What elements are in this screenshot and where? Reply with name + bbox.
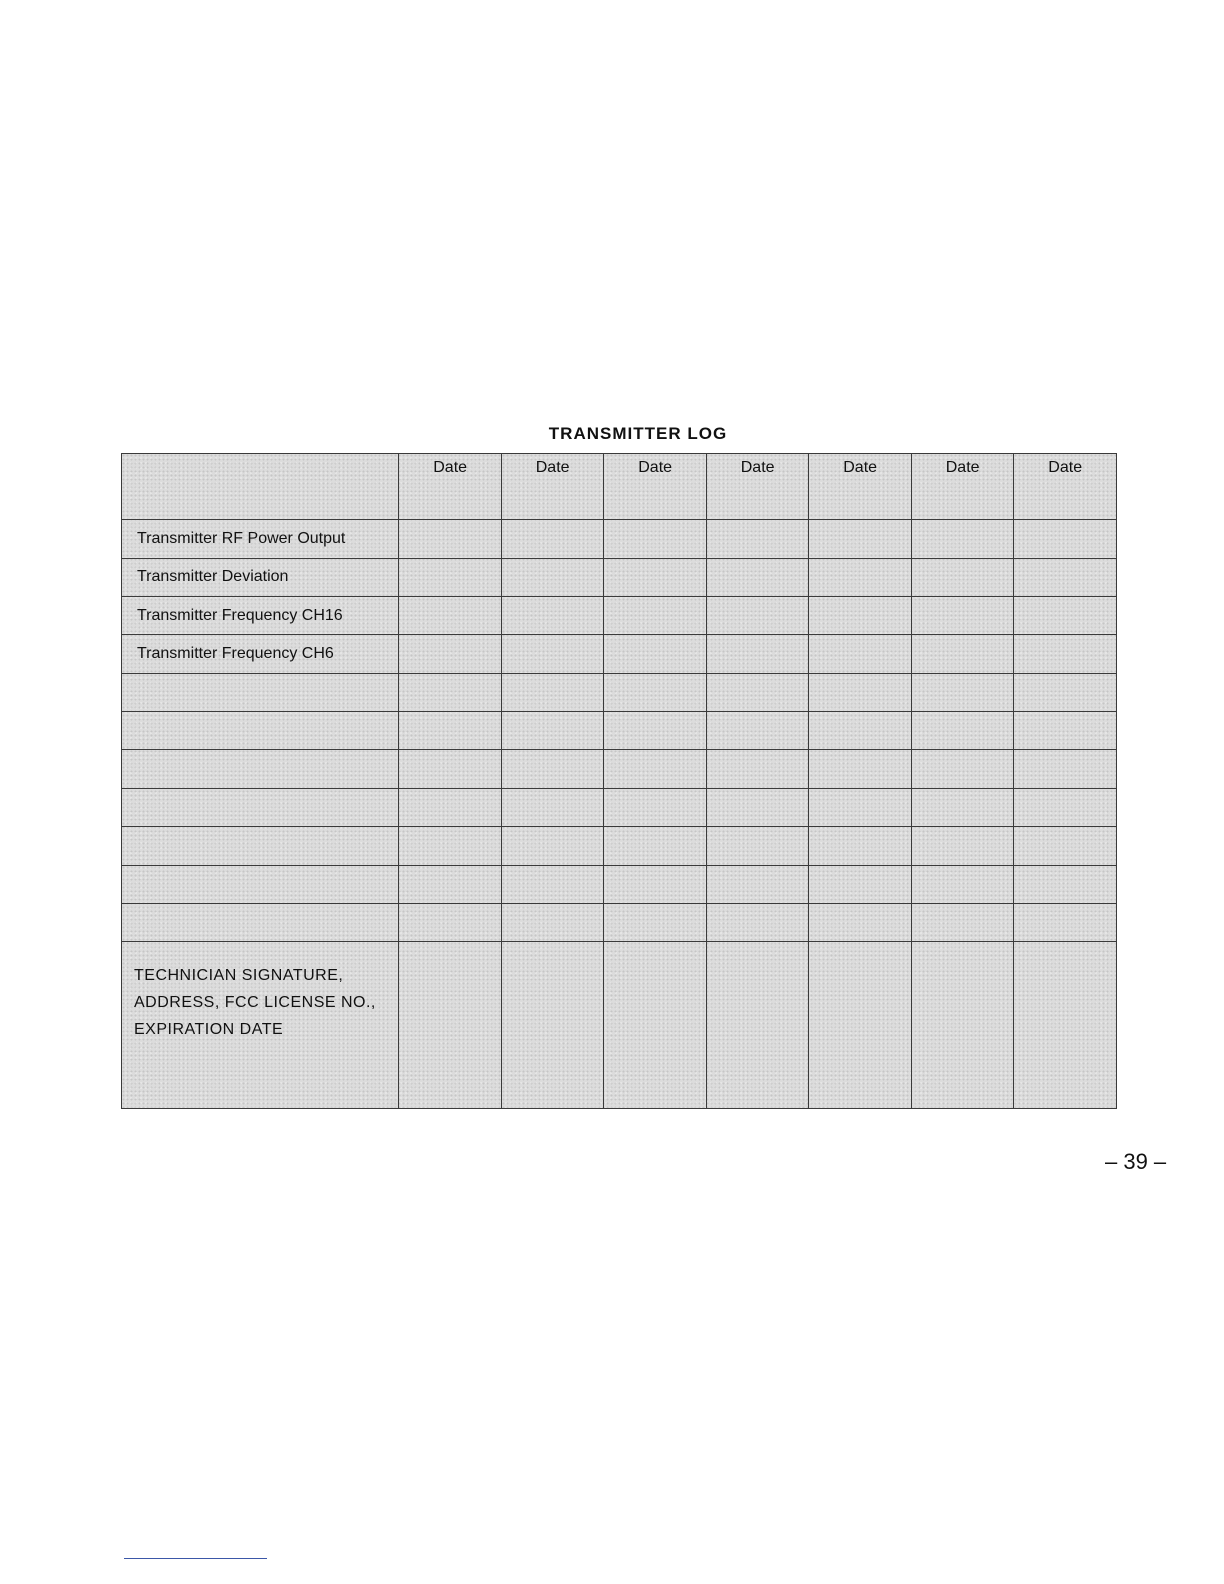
log-row xyxy=(122,673,1117,711)
log-entry-cell[interactable] xyxy=(1014,788,1117,826)
footer-rule xyxy=(124,1558,267,1559)
signature-entry-cell[interactable] xyxy=(399,942,502,1109)
log-entry-cell[interactable] xyxy=(706,712,809,750)
log-entry-cell[interactable] xyxy=(604,865,707,903)
row-label xyxy=(122,673,399,711)
log-entry-cell[interactable] xyxy=(399,904,502,942)
row-label: Transmitter Deviation xyxy=(122,558,399,596)
log-entry-cell[interactable] xyxy=(706,558,809,596)
signature-entry-cell[interactable] xyxy=(1014,942,1117,1109)
log-entry-cell[interactable] xyxy=(911,558,1014,596)
log-row xyxy=(122,788,1117,826)
log-entry-cell[interactable] xyxy=(1014,596,1117,634)
log-entry-cell[interactable] xyxy=(809,865,912,903)
header-row xyxy=(122,454,1117,520)
date-header-4: Date xyxy=(706,454,809,520)
log-entry-cell[interactable] xyxy=(809,904,912,942)
log-entry-cell[interactable] xyxy=(1014,712,1117,750)
log-entry-cell[interactable] xyxy=(501,558,604,596)
row-label xyxy=(122,750,399,788)
log-entry-cell[interactable] xyxy=(501,712,604,750)
log-row xyxy=(122,635,1117,673)
log-entry-cell[interactable] xyxy=(706,673,809,711)
log-entry-cell[interactable] xyxy=(501,673,604,711)
log-entry-cell[interactable] xyxy=(399,750,502,788)
log-entry-cell[interactable] xyxy=(911,635,1014,673)
log-entry-cell[interactable] xyxy=(911,865,1014,903)
signature-label-line: TECHNICIAN SIGNATURE, xyxy=(134,967,344,985)
log-entry-cell[interactable] xyxy=(911,827,1014,865)
row-label xyxy=(122,712,399,750)
header-blank-cell xyxy=(122,454,399,520)
log-entry-cell[interactable] xyxy=(911,750,1014,788)
log-entry-cell[interactable] xyxy=(399,596,502,634)
row-label xyxy=(122,904,399,942)
signature-entry-cell[interactable] xyxy=(501,942,604,1109)
log-entry-cell[interactable] xyxy=(1014,635,1117,673)
date-header-7: Date xyxy=(1014,454,1117,520)
date-header-1: Date xyxy=(399,454,502,520)
date-header-3: Date xyxy=(604,454,707,520)
log-row xyxy=(122,558,1117,596)
log-entry-cell[interactable] xyxy=(501,827,604,865)
log-entry-cell[interactable] xyxy=(706,635,809,673)
row-label: Transmitter Frequency CH16 xyxy=(122,596,399,634)
log-entry-cell[interactable] xyxy=(1014,865,1117,903)
log-entry-cell[interactable] xyxy=(911,712,1014,750)
log-entry-cell[interactable] xyxy=(706,750,809,788)
log-entry-cell[interactable] xyxy=(399,788,502,826)
signature-entry-cell[interactable] xyxy=(706,942,809,1109)
signature-entry-cell[interactable] xyxy=(809,942,912,1109)
log-entry-cell[interactable] xyxy=(706,865,809,903)
log-entry-cell[interactable] xyxy=(399,673,502,711)
log-entry-cell[interactable] xyxy=(501,788,604,826)
log-entry-cell[interactable] xyxy=(706,788,809,826)
log-entry-cell[interactable] xyxy=(809,520,912,558)
log-entry-cell[interactable] xyxy=(604,558,707,596)
signature-label xyxy=(122,942,399,1109)
log-entry-cell[interactable] xyxy=(501,750,604,788)
row-label: Transmitter Frequency CH6 xyxy=(122,635,399,673)
log-entry-cell[interactable] xyxy=(399,520,502,558)
log-entry-cell[interactable] xyxy=(399,558,502,596)
log-row xyxy=(122,750,1117,788)
log-entry-cell[interactable] xyxy=(1014,827,1117,865)
log-entry-cell[interactable] xyxy=(809,558,912,596)
row-label xyxy=(122,827,399,865)
log-entry-cell[interactable] xyxy=(911,904,1014,942)
log-row xyxy=(122,712,1117,750)
log-entry-cell[interactable] xyxy=(1014,904,1117,942)
log-title: TRANSMITTER LOG xyxy=(548,424,728,443)
log-entry-cell[interactable] xyxy=(809,750,912,788)
log-entry-cell[interactable] xyxy=(706,904,809,942)
log-entry-cell[interactable] xyxy=(604,635,707,673)
log-row xyxy=(122,904,1117,942)
log-entry-cell[interactable] xyxy=(501,865,604,903)
log-entry-cell[interactable] xyxy=(501,635,604,673)
log-entry-cell[interactable] xyxy=(604,904,707,942)
log-entry-cell[interactable] xyxy=(706,827,809,865)
log-row xyxy=(122,520,1117,558)
signature-entry-cell[interactable] xyxy=(604,942,707,1109)
log-entry-cell[interactable] xyxy=(1014,673,1117,711)
log-entry-cell[interactable] xyxy=(809,635,912,673)
log-entry-cell[interactable] xyxy=(399,635,502,673)
log-entry-cell[interactable] xyxy=(1014,558,1117,596)
log-entry-cell[interactable] xyxy=(604,596,707,634)
log-entry-cell[interactable] xyxy=(809,673,912,711)
signature-label-line: ADDRESS, FCC LICENSE NO., xyxy=(134,994,376,1012)
date-header-2: Date xyxy=(501,454,604,520)
log-entry-cell[interactable] xyxy=(911,520,1014,558)
log-entry-cell[interactable] xyxy=(1014,750,1117,788)
log-entry-cell[interactable] xyxy=(604,520,707,558)
log-entry-cell[interactable] xyxy=(911,788,1014,826)
log-entry-cell[interactable] xyxy=(809,827,912,865)
log-entry-cell[interactable] xyxy=(501,904,604,942)
date-header-6: Date xyxy=(911,454,1014,520)
log-entry-cell[interactable] xyxy=(501,596,604,634)
page-number: – 39 – xyxy=(1105,1149,1167,1174)
log-entry-cell[interactable] xyxy=(604,712,707,750)
signature-entry-cell[interactable] xyxy=(911,942,1014,1109)
signature-label-line: EXPIRATION DATE xyxy=(134,1021,284,1039)
log-row xyxy=(122,596,1117,634)
log-entry-cell[interactable] xyxy=(809,712,912,750)
log-entry-cell[interactable] xyxy=(604,750,707,788)
log-entry-cell[interactable] xyxy=(706,596,809,634)
log-entry-cell[interactable] xyxy=(706,520,809,558)
log-entry-cell[interactable] xyxy=(809,788,912,826)
log-row xyxy=(122,827,1117,865)
row-label xyxy=(122,788,399,826)
transmitter-log-table xyxy=(121,453,1117,1109)
log-entry-cell[interactable] xyxy=(911,673,1014,711)
log-entry-cell[interactable] xyxy=(809,596,912,634)
signature-row xyxy=(122,942,1117,1109)
log-entry-cell[interactable] xyxy=(911,596,1014,634)
log-entry-cell[interactable] xyxy=(604,827,707,865)
log-entry-cell[interactable] xyxy=(399,712,502,750)
log-row xyxy=(122,865,1117,903)
log-entry-cell[interactable] xyxy=(399,827,502,865)
row-label xyxy=(122,865,399,903)
log-entry-cell[interactable] xyxy=(1014,520,1117,558)
log-entry-cell[interactable] xyxy=(604,788,707,826)
date-header-5: Date xyxy=(809,454,912,520)
row-label: Transmitter RF Power Output xyxy=(122,520,399,558)
log-entry-cell[interactable] xyxy=(501,520,604,558)
log-entry-cell[interactable] xyxy=(399,865,502,903)
log-entry-cell[interactable] xyxy=(604,673,707,711)
